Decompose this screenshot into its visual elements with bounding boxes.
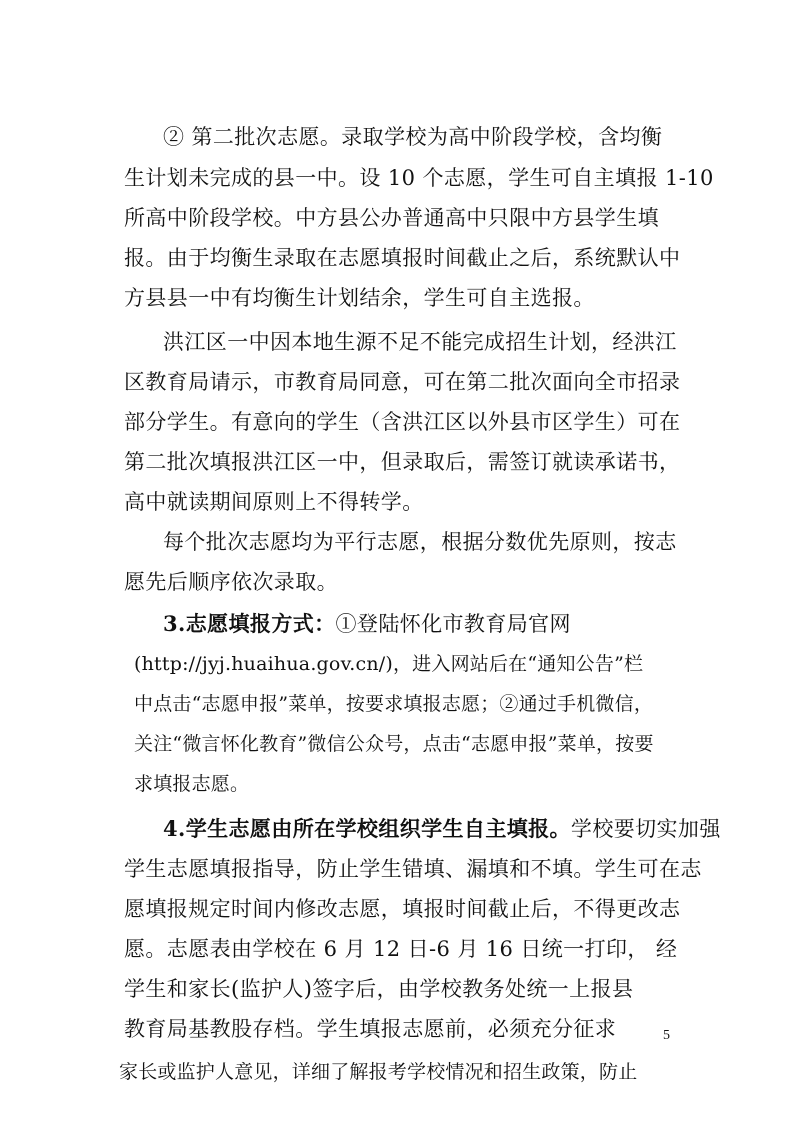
p5-line-2: 学生志愿填报指导，防止学生错填、漏填和不填。学生可在志 [124, 857, 702, 881]
page-number: 5 [663, 1028, 670, 1043]
p1-line-4: 报。由于均衡生录取在志愿填报时间截止之后，系统默认中 [124, 246, 681, 270]
p3-line-1: 每个批次志愿均为平行志愿，根据分数优先原则，按志 [163, 530, 677, 554]
p4-line-1 [163, 610, 571, 638]
p4-heading: 3.志愿填报方式： [163, 611, 336, 636]
p4-line-1-rest: ①登陆怀化市教育局官网 [335, 612, 571, 636]
p5-line-3: 愿填报规定时间内修改志愿，填报时间截止后，不得更改志 [124, 897, 681, 921]
p2-line-4: 第二批次填报洪江区一中，但录取后，需签订就读承诺书， [124, 450, 681, 474]
p4-line-2: (http://jyj.huaihua.gov.cn/)，进入网站后在“通知公告”栏 [134, 653, 644, 675]
p5-line-7: 家长或监护人意见，详细了解报考学校情况和招生政策，防止 [119, 1061, 638, 1083]
p2-line-3: 部分学生。有意向的学生（含洪江区以外县市区学生）可在 [124, 410, 681, 434]
p2-line-2: 区教育局请示，市教育局同意，可在第二批次面向全市招录 [124, 370, 681, 394]
p5-line-1 [163, 815, 721, 843]
p5-line-5: 学生和家长(监护人)签字后，由学校教务处统一上报县 [124, 977, 634, 1001]
p4-line-4: 关注“微言怀化教育”微信公众号，点击“志愿申报”菜单，按要 [134, 733, 654, 755]
p2-line-1: 洪江区一中因本地生源不足不能完成招生计划，经洪江 [163, 330, 677, 354]
p4-line-3: 中点击“志愿申报”菜单，按要求填报志愿；②通过手机微信， [134, 693, 654, 715]
p1-line-1: ② 第二批次志愿。录取学校为高中阶段学校，含均衡 [163, 125, 663, 149]
p1-line-2: 生计划未完成的县一中。设 10 个志愿，学生可自主填报 1-10 [124, 166, 714, 190]
p1-line-3: 所高中阶段学校。中方县公办普通高中只限中方县学生填 [124, 206, 659, 230]
p1-line-5: 方县县一中有均衡生计划结余，学生可自主选报。 [124, 286, 595, 310]
p4-line-5: 求填报志愿。 [134, 773, 250, 795]
p3-line-2: 愿先后顺序依次录取。 [124, 570, 338, 594]
p5-heading: 4.学生志愿由所在学校组织学生自主填报。 [163, 816, 571, 841]
p5-line-1-rest: 学校要切实加强 [570, 817, 721, 841]
p5-line-4: 愿。志愿表由学校在 6 月 12 日-6 月 16 日统一打印， 经 [124, 937, 678, 961]
p5-line-6: 教育局基教股存档。学生填报志愿前，必须充分征求 [124, 1017, 617, 1041]
p2-line-5: 高中就读期间原则上不得转学。 [124, 490, 424, 514]
